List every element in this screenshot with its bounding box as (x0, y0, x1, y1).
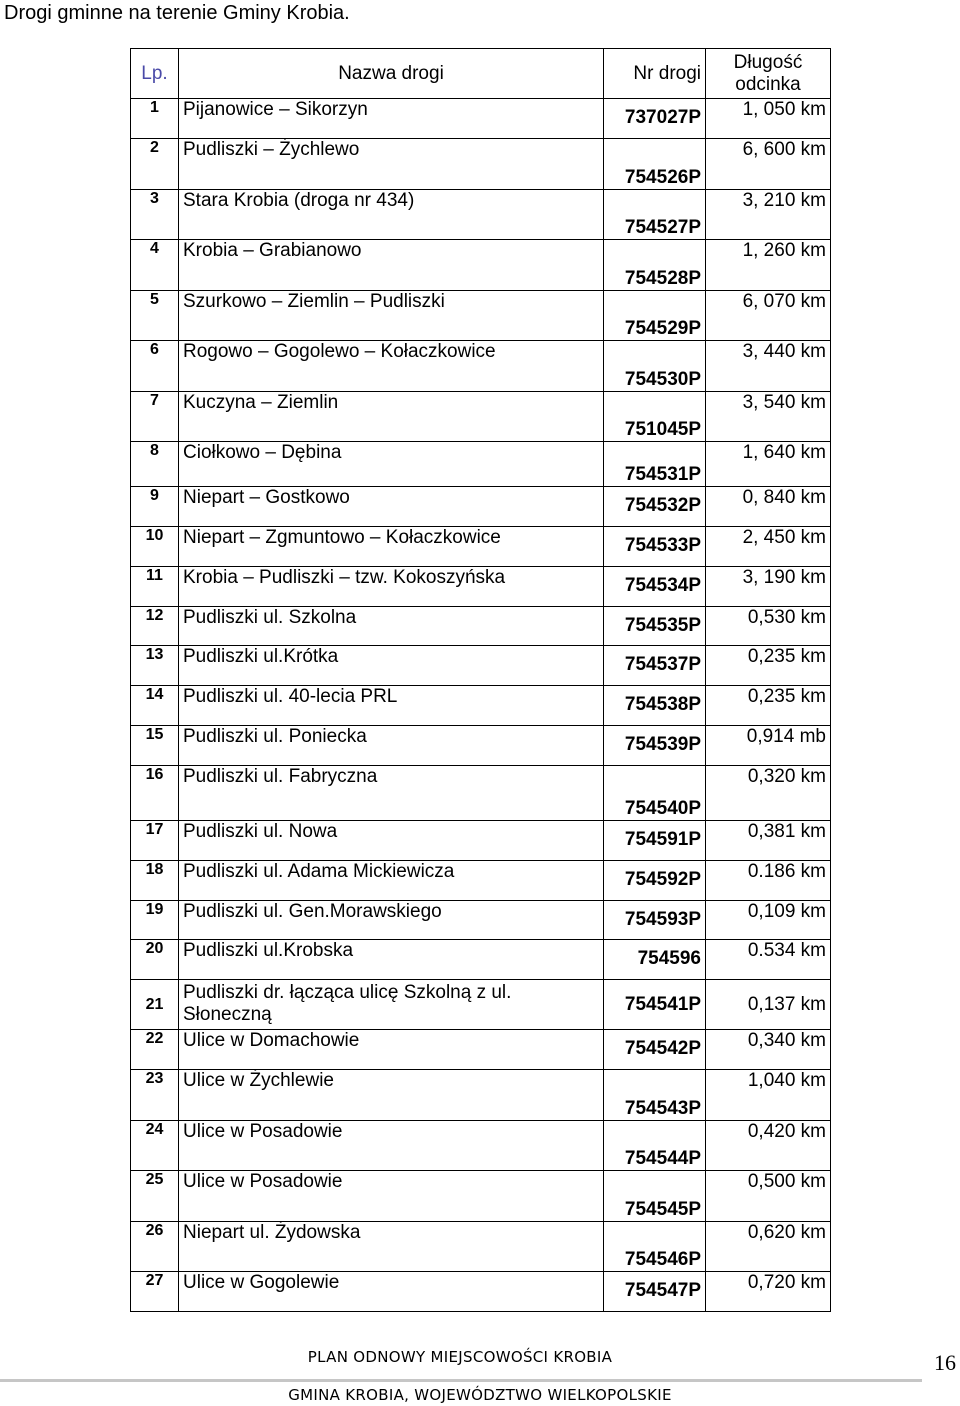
row-length: 0, 840 km (706, 487, 831, 527)
row-road-number: 754543P (604, 1070, 706, 1121)
table-row (131, 1121, 831, 1171)
page-number: 16 (934, 1350, 956, 1375)
row-road-number: 754528P (604, 240, 706, 291)
row-length: 2, 450 km (706, 527, 831, 567)
row-lp: 5 (131, 291, 179, 341)
table-row (131, 487, 831, 527)
header-length-line2: odcinka (735, 73, 801, 95)
row-road-name: Pudliszki ul. Poniecka (179, 726, 604, 766)
table-row (131, 980, 831, 1030)
row-length: 0,320 km (706, 766, 831, 821)
row-road-name: Ciołkowo – Dębina (179, 442, 604, 487)
row-road-name: Ulice w Posadowie (179, 1121, 604, 1171)
table-row (131, 607, 831, 646)
row-road-number: 754596 (604, 940, 706, 980)
row-lp: 23 (131, 1070, 179, 1121)
table-row (131, 686, 831, 726)
table-row (131, 940, 831, 980)
table-row (131, 291, 831, 341)
table-row (131, 99, 831, 139)
row-length: 0,235 km (706, 646, 831, 686)
table-row (131, 240, 831, 291)
row-road-name: Pudliszki ul. Nowa (179, 821, 604, 861)
row-lp: 1 (131, 99, 179, 139)
row-road-name: Pudliszki ul. Szkolna (179, 607, 604, 646)
footer-municipality: GMINA KROBIA, WOJEWÓDZTWO WIELKOPOLSKIE (288, 1386, 672, 1404)
row-lp: 4 (131, 240, 179, 291)
row-road-number: 754539P (604, 726, 706, 766)
row-road-number: 754540P (604, 766, 706, 821)
table-row (131, 1070, 831, 1121)
row-lp: 8 (131, 442, 179, 487)
table-row (131, 646, 831, 686)
row-road-number: 754592P (604, 861, 706, 901)
row-length: 3, 210 km (706, 190, 831, 240)
table-row (131, 567, 831, 607)
row-road-number: 751045P (604, 392, 706, 442)
row-lp: 27 (131, 1272, 179, 1312)
row-lp: 9 (131, 487, 179, 527)
row-length: 0,914 mb (706, 726, 831, 766)
row-lp: 14 (131, 686, 179, 726)
table-row (131, 861, 831, 901)
row-road-name: Krobia – Grabianowo (179, 240, 604, 291)
row-lp: 22 (131, 1030, 179, 1070)
row-length: 0,720 km (706, 1272, 831, 1312)
row-road-name: Niepart – Gostkowo (179, 487, 604, 527)
row-lp: 15 (131, 726, 179, 766)
row-length: 0,235 km (706, 686, 831, 726)
row-lp: 10 (131, 527, 179, 567)
row-lp: 6 (131, 341, 179, 392)
row-length: 6, 070 km (706, 291, 831, 341)
table-row (131, 726, 831, 766)
table-row (131, 442, 831, 487)
row-road-name: Krobia – Pudliszki – tzw. Kokoszyńska (179, 567, 604, 607)
row-lp: 3 (131, 190, 179, 240)
row-lp: 7 (131, 392, 179, 442)
table-row (131, 341, 831, 392)
document-title: Drogi gminne na terenie Gminy Krobia. (4, 2, 350, 24)
table-row (131, 821, 831, 861)
header-length (706, 49, 831, 99)
table-row (131, 901, 831, 940)
row-length: 0,340 km (706, 1030, 831, 1070)
row-length: 3, 440 km (706, 341, 831, 392)
row-length: 0.534 km (706, 940, 831, 980)
table-row (131, 1222, 831, 1272)
footer-divider (0, 1379, 922, 1382)
row-road-name: Rogowo – Gogolewo – Kołaczkowice (179, 341, 604, 392)
row-length: 0,500 km (706, 1171, 831, 1222)
row-road-number: 754530P (604, 341, 706, 392)
row-length: 0,381 km (706, 821, 831, 861)
table-row (131, 766, 831, 821)
row-road-name: Pudliszki ul. 40-lecia PRL (179, 686, 604, 726)
row-road-name: Niepart ul. Żydowska (179, 1222, 604, 1272)
row-lp: 21 (131, 980, 179, 1030)
row-road-name: Pudliszki – Żychlewo (179, 139, 604, 190)
row-lp: 16 (131, 766, 179, 821)
row-length: 0,420 km (706, 1121, 831, 1171)
row-road-name: Stara Krobia (droga nr 434) (179, 190, 604, 240)
table-row (131, 1272, 831, 1312)
row-road-number: 754537P (604, 646, 706, 686)
table-header-row (131, 49, 831, 99)
row-lp: 12 (131, 607, 179, 646)
row-road-number: 754531P (604, 442, 706, 487)
row-road-number: 754544P (604, 1121, 706, 1171)
row-length: 3, 190 km (706, 567, 831, 607)
header-lp: Lp. (131, 49, 179, 99)
row-road-name: Pijanowice – Sikorzyn (179, 99, 604, 139)
table-row (131, 1171, 831, 1222)
row-road-number: 754545P (604, 1171, 706, 1222)
header-length-line1: Długość (733, 51, 803, 73)
row-road-number: 754538P (604, 686, 706, 726)
row-length: 1, 260 km (706, 240, 831, 291)
table-row (131, 1030, 831, 1070)
row-road-name: Pudliszki dr. łącząca ulicę Szkolną z ul. Słoneczną (179, 980, 604, 1030)
table-row (131, 527, 831, 567)
row-road-number: 754541P (604, 980, 706, 1030)
row-lp: 25 (131, 1171, 179, 1222)
row-road-name: Ulice w Domachowie (179, 1030, 604, 1070)
row-road-name: Ulice w Posadowie (179, 1171, 604, 1222)
row-road-number: 754526P (604, 139, 706, 190)
table-row (131, 392, 831, 442)
row-road-name: Pudliszki ul. Fabryczna (179, 766, 604, 821)
row-road-number: 737027P (604, 99, 706, 139)
row-lp: 18 (131, 861, 179, 901)
row-lp: 24 (131, 1121, 179, 1171)
footer-plan-title: PLAN ODNOWY MIEJSCOWOŚCI KROBIA (307, 1348, 613, 1366)
row-road-name: Niepart – Zgmuntowo – Kołaczkowice (179, 527, 604, 567)
row-road-name: Szurkowo – Ziemlin – Pudliszki (179, 291, 604, 341)
row-length: 1,040 km (706, 1070, 831, 1121)
row-length: 0,137 km (706, 980, 831, 1030)
row-lp: 17 (131, 821, 179, 861)
row-length: 6, 600 km (706, 139, 831, 190)
row-road-number: 754535P (604, 607, 706, 646)
row-lp: 11 (131, 567, 179, 607)
row-road-number: 754534P (604, 567, 706, 607)
row-lp: 20 (131, 940, 179, 980)
row-lp: 19 (131, 901, 179, 940)
row-road-number: 754529P (604, 291, 706, 341)
row-road-number: 754593P (604, 901, 706, 940)
row-road-name: Kuczyna – Ziemlin (179, 392, 604, 442)
roads-table (130, 48, 831, 1312)
row-length: 0,620 km (706, 1222, 831, 1272)
row-lp: 26 (131, 1222, 179, 1272)
row-road-name: Pudliszki ul. Gen.Morawskiego (179, 901, 604, 940)
table-row (131, 139, 831, 190)
row-road-number: 754542P (604, 1030, 706, 1070)
row-road-name: Pudliszki ul.Krótka (179, 646, 604, 686)
row-road-number: 754532P (604, 487, 706, 527)
row-road-number: 754547P (604, 1272, 706, 1312)
row-road-number: 754546P (604, 1222, 706, 1272)
row-length: 0,530 km (706, 607, 831, 646)
row-length: 1, 640 km (706, 442, 831, 487)
row-length: 0,109 km (706, 901, 831, 940)
table-row (131, 190, 831, 240)
row-road-name: Ulice w Żychlewie (179, 1070, 604, 1121)
row-lp: 13 (131, 646, 179, 686)
row-road-number: 754527P (604, 190, 706, 240)
row-road-name: Ulice w Gogolewie (179, 1272, 604, 1312)
row-length: 0.186 km (706, 861, 831, 901)
row-road-name: Pudliszki ul.Krobska (179, 940, 604, 980)
row-length: 3, 540 km (706, 392, 831, 442)
row-road-number: 754591P (604, 821, 706, 861)
row-lp: 2 (131, 139, 179, 190)
row-length: 1, 050 km (706, 99, 831, 139)
row-road-number: 754533P (604, 527, 706, 567)
header-name: Nazwa drogi (179, 49, 604, 99)
row-road-name: Pudliszki ul. Adama Mickiewicza (179, 861, 604, 901)
header-nr: Nr drogi (604, 49, 706, 99)
